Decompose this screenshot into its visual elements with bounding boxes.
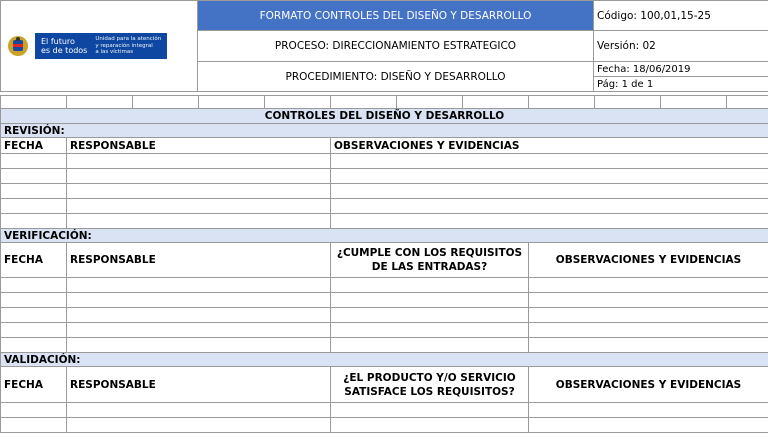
spacer-row xyxy=(1,96,768,109)
cell[interactable] xyxy=(1,293,67,308)
validacion-col-responsable[interactable]: RESPONSABLE xyxy=(67,367,331,403)
cell[interactable] xyxy=(331,169,768,184)
brand-line-2: es de todos xyxy=(41,46,88,55)
cell[interactable] xyxy=(529,323,768,338)
cell[interactable] xyxy=(331,293,529,308)
cell[interactable] xyxy=(331,96,397,109)
fecha-cell[interactable]: Fecha: 18/06/2019 xyxy=(594,62,768,77)
table-row xyxy=(1,184,768,199)
cell[interactable] xyxy=(529,418,768,433)
cell[interactable] xyxy=(67,323,331,338)
cell[interactable] xyxy=(1,214,67,229)
controls-table xyxy=(0,95,768,433)
cell[interactable] xyxy=(67,169,331,184)
revision-label[interactable]: REVISIÓN: xyxy=(1,124,768,138)
cell[interactable] xyxy=(529,293,768,308)
cell[interactable] xyxy=(67,214,331,229)
table-row xyxy=(1,199,768,214)
verificacion-header-row xyxy=(1,243,768,278)
cell[interactable] xyxy=(1,278,67,293)
cell[interactable] xyxy=(1,403,67,418)
cell[interactable] xyxy=(529,338,768,353)
revision-col-responsable[interactable]: RESPONSABLE xyxy=(67,138,331,154)
cell[interactable] xyxy=(331,199,768,214)
validacion-label[interactable]: VALIDACIÓN: xyxy=(1,353,768,367)
table-row xyxy=(1,338,768,353)
cell[interactable] xyxy=(331,418,529,433)
cell[interactable] xyxy=(331,323,529,338)
cell[interactable] xyxy=(529,308,768,323)
cell[interactable] xyxy=(661,96,727,109)
cell[interactable] xyxy=(529,96,595,109)
brand-main xyxy=(41,37,87,55)
cell[interactable] xyxy=(331,278,529,293)
brand-sub-line-1: Unidad para la atención xyxy=(95,36,162,43)
brand-line-1: El futuro xyxy=(41,37,75,46)
brand-sub-line-3: a las víctimas xyxy=(95,49,134,56)
cell[interactable] xyxy=(529,278,768,293)
cell[interactable] xyxy=(1,308,67,323)
cell[interactable] xyxy=(67,96,133,109)
cell[interactable] xyxy=(67,418,331,433)
brand-banner xyxy=(35,33,167,59)
verificacion-col-observaciones[interactable]: OBSERVACIONES Y EVIDENCIAS xyxy=(529,243,768,278)
cell[interactable] xyxy=(1,96,67,109)
cell[interactable] xyxy=(397,96,463,109)
cell[interactable] xyxy=(67,278,331,293)
cell[interactable] xyxy=(331,338,529,353)
procedimiento-cell[interactable]: PROCEDIMIENTO: DISEÑO Y DESARROLLO xyxy=(198,62,594,92)
verificacion-col-cumple[interactable]: ¿CUMPLE CON LOS REQUISITOS DE LAS ENTRADAS? xyxy=(331,243,529,278)
cell[interactable] xyxy=(727,96,768,109)
cell[interactable] xyxy=(1,169,67,184)
table-row xyxy=(1,418,768,433)
document-header xyxy=(0,0,768,92)
logo-cell xyxy=(1,1,198,92)
cell[interactable] xyxy=(331,308,529,323)
logo xyxy=(1,33,197,59)
validacion-col-fecha[interactable]: FECHA xyxy=(1,367,67,403)
validacion-header-row xyxy=(1,367,768,403)
codigo-cell[interactable]: Código: 100,01,15-25 xyxy=(594,1,768,31)
cell[interactable] xyxy=(331,214,768,229)
cell[interactable] xyxy=(331,184,768,199)
table-row xyxy=(1,308,768,323)
main-title[interactable]: CONTROLES DEL DISEÑO Y DESARROLLO xyxy=(1,109,768,124)
verificacion-col-fecha[interactable]: FECHA xyxy=(1,243,67,278)
table-row xyxy=(1,403,768,418)
form-title[interactable]: FORMATO CONTROLES DEL DISEÑO Y DESARROLLO xyxy=(198,1,594,31)
cell[interactable] xyxy=(331,154,768,169)
cell[interactable] xyxy=(1,154,67,169)
table-row xyxy=(1,169,768,184)
cell[interactable] xyxy=(67,293,331,308)
table-row xyxy=(1,323,768,338)
cell[interactable] xyxy=(331,403,529,418)
pagina-cell[interactable]: Pág: 1 de 1 xyxy=(594,77,768,92)
cell[interactable] xyxy=(529,403,768,418)
revision-col-fecha[interactable]: FECHA xyxy=(1,138,67,154)
validacion-col-observaciones[interactable]: OBSERVACIONES Y EVIDENCIAS xyxy=(529,367,768,403)
verificacion-label[interactable]: VERIFICACIÓN: xyxy=(1,229,768,243)
table-row xyxy=(1,154,768,169)
coat-of-arms-icon xyxy=(7,35,29,57)
table-row xyxy=(1,278,768,293)
cell[interactable] xyxy=(265,96,331,109)
table-row xyxy=(1,214,768,229)
version-cell[interactable]: Versión: 02 xyxy=(594,31,768,62)
cell[interactable] xyxy=(595,96,661,109)
revision-col-observaciones[interactable]: OBSERVACIONES Y EVIDENCIAS xyxy=(331,138,768,154)
revision-header-row xyxy=(1,138,768,154)
cell[interactable] xyxy=(67,184,331,199)
cell[interactable] xyxy=(67,308,331,323)
cell[interactable] xyxy=(1,338,67,353)
cell[interactable] xyxy=(199,96,265,109)
cell[interactable] xyxy=(133,96,199,109)
table-row xyxy=(1,293,768,308)
cell[interactable] xyxy=(1,323,67,338)
cell[interactable] xyxy=(1,184,67,199)
proceso-cell[interactable]: PROCESO: DIRECCIONAMIENTO ESTRATEGICO xyxy=(198,31,594,62)
cell[interactable] xyxy=(463,96,529,109)
cell[interactable] xyxy=(67,338,331,353)
cell[interactable] xyxy=(67,199,331,214)
verificacion-col-responsable[interactable]: RESPONSABLE xyxy=(67,243,331,278)
validacion-col-satisface[interactable]: ¿EL PRODUCTO Y/O SERVICIO SATISFACE LOS REQUISITOS? xyxy=(331,367,529,403)
cell[interactable] xyxy=(67,154,331,169)
brand-sub-line-2: y reparación integral xyxy=(95,42,153,49)
cell[interactable] xyxy=(67,403,331,418)
cell[interactable] xyxy=(1,199,67,214)
cell[interactable] xyxy=(1,418,67,433)
brand-sub xyxy=(95,36,161,56)
